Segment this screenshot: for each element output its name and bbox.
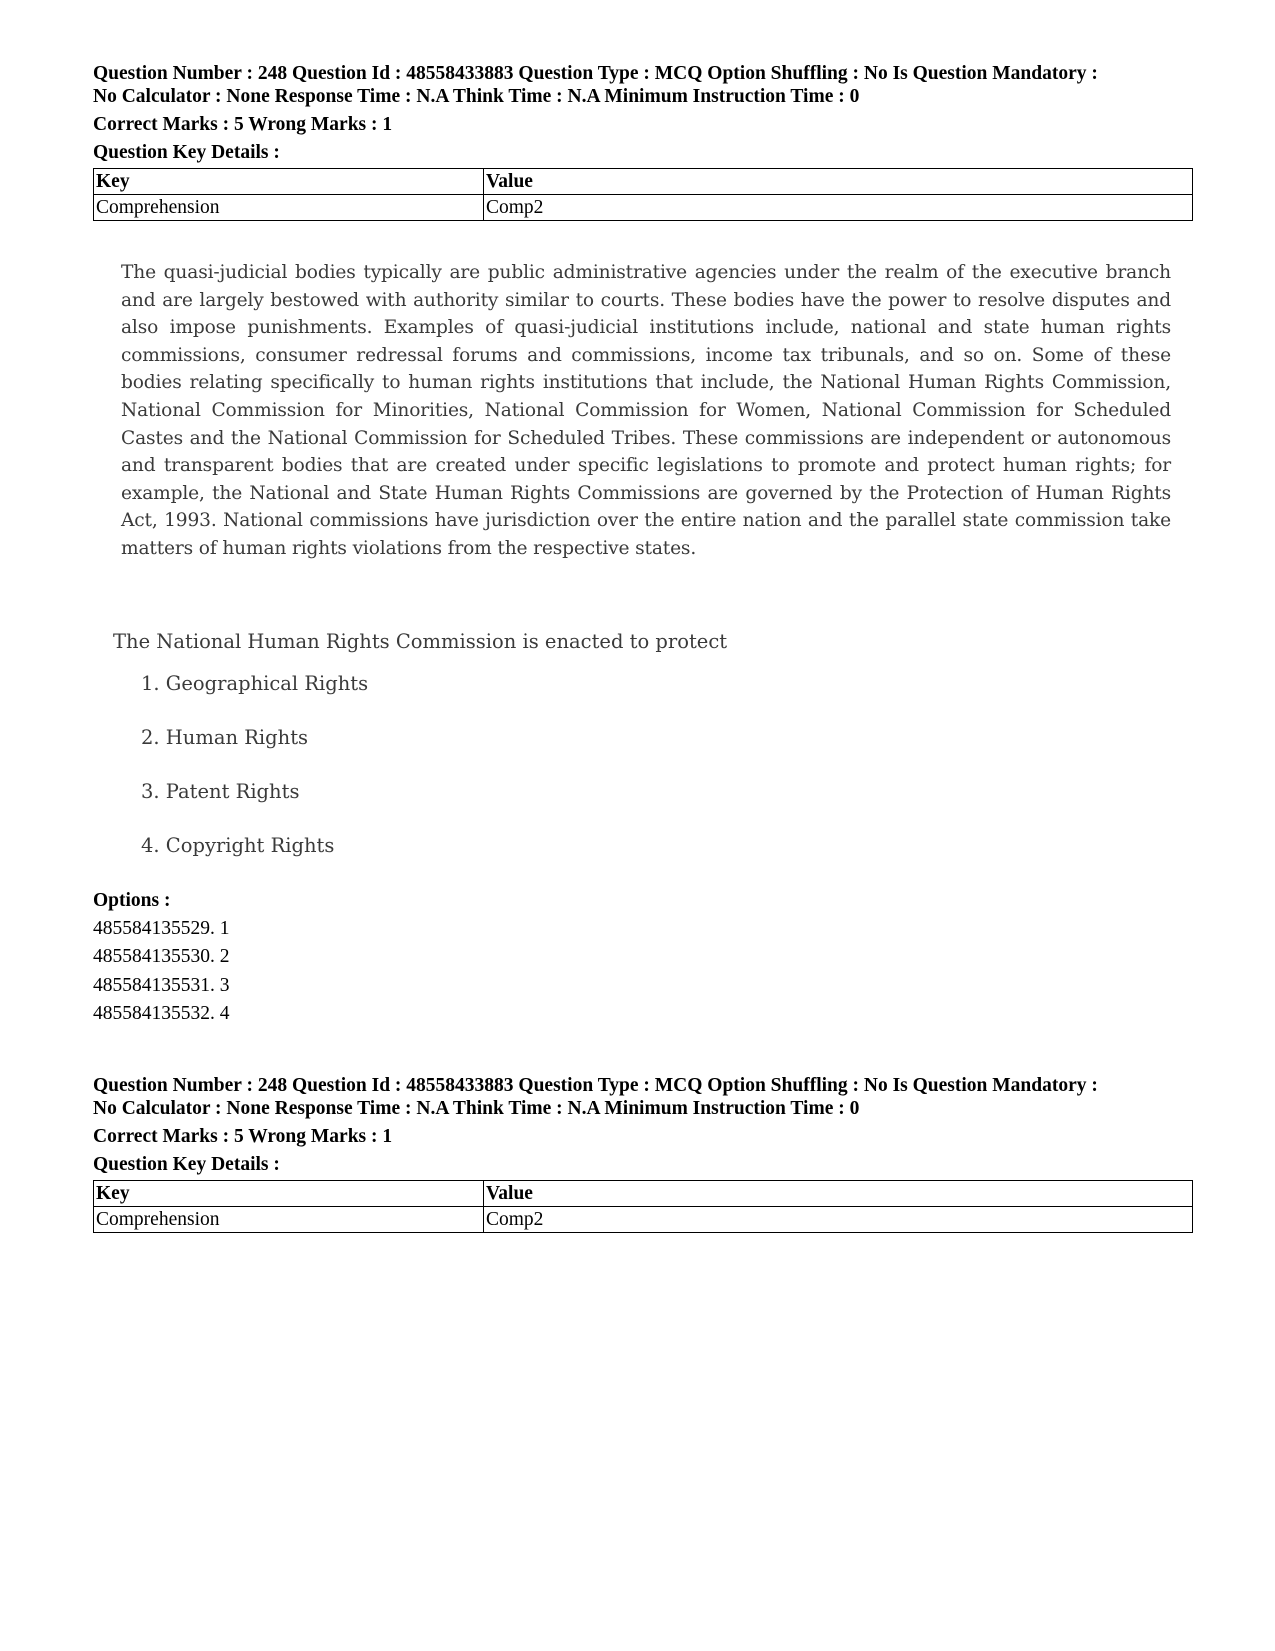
question-header-line-1: Question Number : 248 Question Id : 48558433883 Question Type : MCQ Option Shuffling : No Is Question Mandatory : (93, 63, 1098, 84)
options-list (93, 915, 1193, 1029)
column-header-key: Key (94, 1180, 484, 1206)
choice-item: 3. Patent Rights (141, 779, 300, 803)
option-item: 485584135530. 2 (93, 946, 230, 968)
marks-line: Correct Marks : 5 Wrong Marks : 1 (93, 114, 393, 135)
cell-key: Comprehension (94, 1206, 484, 1232)
question-block-2 (93, 1074, 1193, 1233)
question-header-line-1: Question Number : 248 Question Id : 48558433883 Question Type : MCQ Option Shuffling : No Is Question Mandatory : (93, 1074, 1098, 1096)
question-header-line-2: No Calculator : None Response Time : N.A Think Time : N.A Minimum Instruction Time : 0 (93, 1097, 860, 1119)
question-header (93, 1074, 1193, 1120)
option-item: 485584135529. 1 (93, 917, 230, 939)
option-item: 485584135532. 4 (93, 1003, 230, 1025)
column-header-key: Key (94, 169, 484, 195)
marks-line: Correct Marks : 5 Wrong Marks : 1 (93, 1125, 393, 1147)
option-item: 485584135531. 3 (93, 974, 230, 996)
question-text: The National Human Rights Commission is enacted to protect (113, 629, 728, 653)
answer-choices (93, 669, 1193, 885)
table-header-row (94, 169, 1193, 195)
choice-item: 2. Human Rights (141, 725, 309, 749)
column-header-value: Value (484, 169, 1193, 195)
table-row (94, 195, 1193, 221)
options-label: Options : (93, 889, 171, 911)
key-details-table (93, 168, 1193, 221)
choice-item: 4. Copyright Rights (141, 833, 335, 857)
cell-value: Comp2 (484, 195, 1193, 221)
key-details-label: Question Key Details : (93, 1153, 280, 1175)
choice-item: 1. Geographical Rights (141, 671, 369, 695)
question-header (93, 62, 1193, 108)
cell-value: Comp2 (484, 1206, 1193, 1232)
question-block-1 (93, 62, 1193, 1029)
column-header-value: Value (484, 1180, 1193, 1206)
table-row (94, 1206, 1193, 1232)
key-details-table (93, 1180, 1193, 1233)
comprehension-passage: The quasi-judicial bodies typically are public administrative agencies under the realm of the executive branch and are largely bestowed with authority similar to courts. These bodies have the power to resolve disputes and also impose punishments. Examples of quasi-judicial institutions include, national and state human rights commissions, consumer redressal forums and commissions, income tax tribunals, and so on. Some of these bodies relating specifically to human rights institutions that include, the National Human Rights Commission, National Commission for Minorities, National Commission for Women, National Commission for Scheduled Castes and the National Commission for Scheduled Tribes. These commissions are independent or autonomous and transparent bodies that are created under specific legislations to promote and protect human rights; for example, the National and State Human Rights Commissions are governed by the Protection of Human Rights Act, 1993. National commissions have jurisdiction over the entire nation and the parallel state commission take matters of human rights violations from the respective states. (121, 262, 1171, 559)
document-page (93, 62, 1193, 1233)
table-header-row (94, 1180, 1193, 1206)
question-header-line-2: No Calculator : None Response Time : N.A Think Time : N.A Minimum Instruction Time : 0 (93, 86, 860, 107)
key-details-label: Question Key Details : (93, 142, 280, 163)
cell-key: Comprehension (94, 195, 484, 221)
